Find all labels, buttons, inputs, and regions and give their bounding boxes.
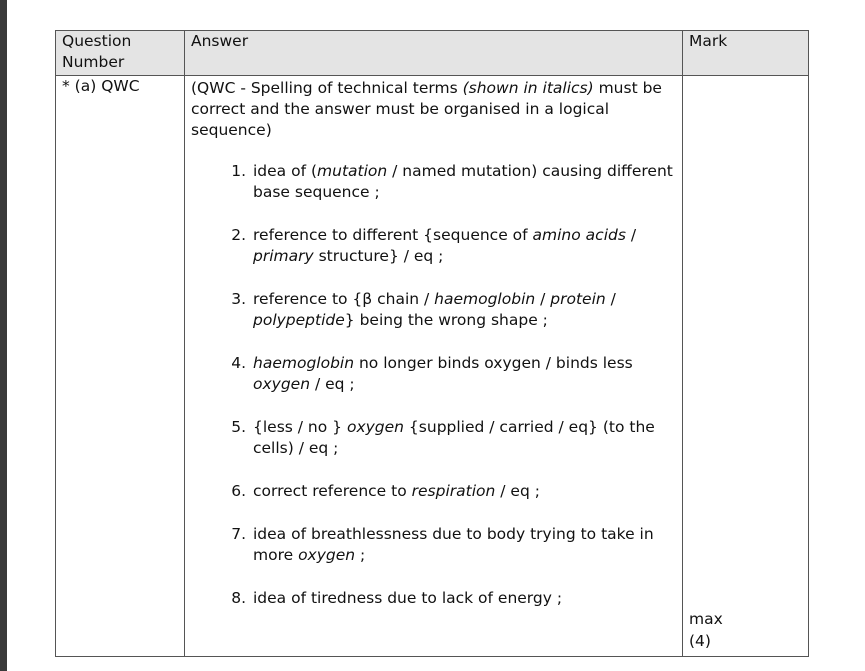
mark-max-label: max [689, 610, 723, 628]
mark-cell [683, 76, 809, 657]
marking-point-7: 7. idea of breathlessness due to body trying to take in more oxygen ; [251, 524, 676, 566]
marking-point-2: 2. reference to different {sequence of amino acids / primary structure} / eq ; [251, 225, 676, 267]
marking-point-4: 4. haemoglobin no longer binds oxygen / binds less oxygen / eq ; [251, 353, 676, 395]
marking-point-5: 5. {less / no } oxygen {supplied / carried / eq} (to the cells) / eq ; [251, 417, 676, 459]
header-mark: Mark [683, 31, 809, 76]
qwc-instructions: (QWC - Spelling of technical terms (shown in italics) must be correct and the answer must be organised in a logical sequence) [191, 79, 662, 139]
mark-scheme-table [55, 30, 809, 657]
marking-point-6: 6. correct reference to respiration / eq ; [251, 481, 676, 502]
table-header-row [56, 31, 809, 76]
marking-points-list [191, 161, 676, 609]
question-number: * (a) QWC [56, 76, 185, 657]
table-row [56, 76, 809, 657]
marking-point-8: 8. idea of tiredness due to lack of energy ; [251, 588, 676, 609]
marking-point-1: 1. idea of (mutation / named mutation) causing different base sequence ; [251, 161, 676, 203]
document-page [7, 0, 865, 671]
mark-value: (4) [689, 632, 711, 650]
marking-point-3: 3. reference to {β chain / haemoglobin / protein / polypeptide} being the wrong shape ; [251, 289, 676, 331]
header-question-number: Question Number [56, 31, 185, 76]
answer-cell [185, 76, 683, 657]
header-answer: Answer [185, 31, 683, 76]
